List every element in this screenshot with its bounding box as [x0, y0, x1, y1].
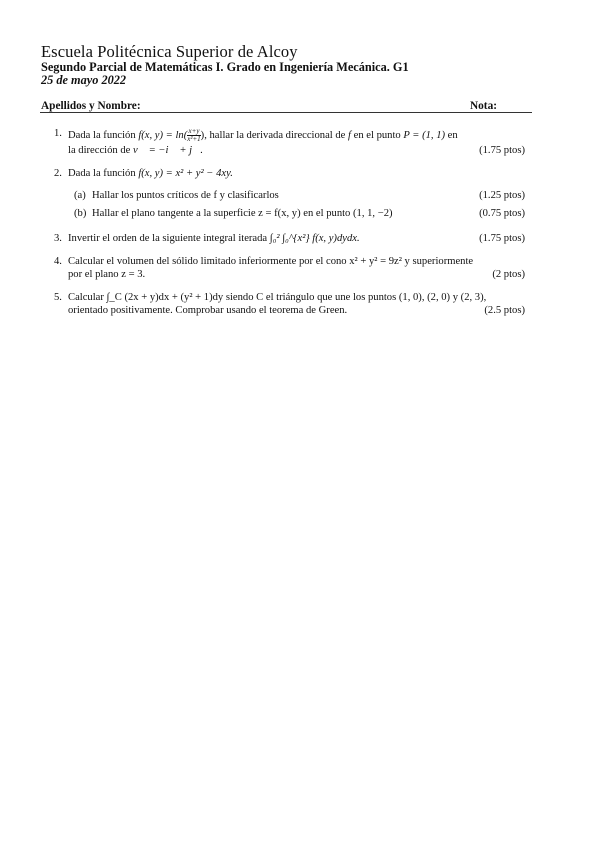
- question-2b-label: (b): [74, 208, 87, 219]
- question-2-number: 2.: [54, 168, 62, 179]
- question-2a-points: (1.25 ptos): [479, 190, 525, 201]
- question-4-points: (2 ptos): [492, 269, 525, 280]
- question-5-points: (2.5 ptos): [484, 305, 525, 316]
- school-name: Escuela Politécnica Superior de Alcoy: [41, 42, 298, 61]
- question-3-points: (1.75 ptos): [479, 233, 525, 244]
- question-5-line-2: orientado positivamente. Comprobar usando el teorema de Green.: [68, 305, 348, 316]
- question-1-number: 1.: [54, 128, 62, 139]
- question-2b-points: (0.75 ptos): [479, 208, 525, 219]
- question-2b-text: Hallar el plano tangente a la superficie z = f(x, y) en el punto (1, 1, −2): [92, 208, 393, 219]
- question-1-line-1: Dada la función f(x, y) = ln( $\frac{x+y}{\text{x²+1}}$ ), hallar la derivada direccional de f en el punto P = (1, 1) en: [68, 127, 458, 143]
- grade-field-label: Nota:: [470, 100, 497, 112]
- exam-date: 25 de mayo 2022: [41, 73, 127, 87]
- name-field-label: Apellidos y Nombre:: [41, 100, 141, 112]
- exam-subtitle: Segundo Parcial de Matemáticas I. Grado en Ingeniería Mecánica. G1: [41, 60, 409, 74]
- question-3-number: 3.: [54, 233, 62, 244]
- header-divider: [40, 112, 532, 113]
- question-1-points: (1.75 ptos): [479, 145, 525, 156]
- question-2-line-1: Dada la función f(x, y) = x² + y² − 4xy.: [68, 168, 233, 179]
- question-3-text: Invertir el orden de la siguiente integral iterada ∫₀² ∫₀^{x²} f(x, y)dydx.: [68, 233, 360, 244]
- question-5-number: 5.: [54, 292, 62, 303]
- question-5-line-1: Calcular ∫_C (2x + y)dx + (y² + 1)dy siendo C el triángulo que une los puntos (1, 0), (2, 0) y (2, 3),: [68, 292, 487, 303]
- question-2a-text: Hallar los puntos críticos de f y clasificarlos: [92, 190, 279, 201]
- question-4-number: 4.: [54, 256, 62, 267]
- question-4-line-2: por el plano z = 3.: [68, 269, 146, 280]
- question-2a-label: (a): [74, 190, 86, 201]
- question-1-line-2: la dirección de v⃗ = −i⃗ + j⃗.: [68, 145, 204, 156]
- question-4-line-1: Calcular el volumen del sólido limitado inferiormente por el cono x² + y² = 9z² y superiormente: [68, 256, 474, 267]
